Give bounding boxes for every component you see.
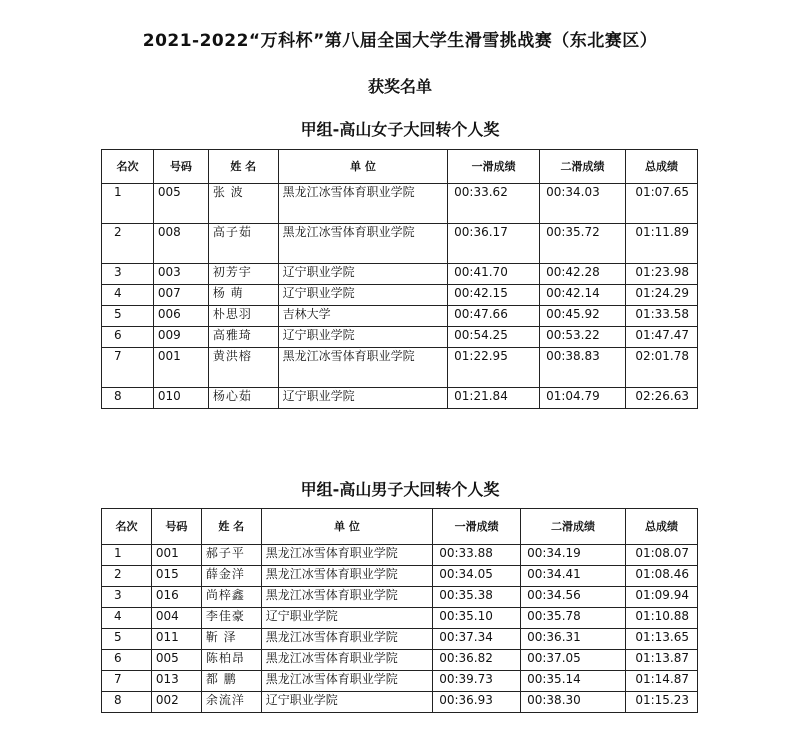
cell-name: 高雅琦 bbox=[208, 327, 278, 348]
cell-number: 008 bbox=[153, 224, 208, 264]
cell-run2: 00:35.14 bbox=[521, 671, 626, 692]
cell-total: 01:08.46 bbox=[625, 566, 697, 587]
cell-name: 杨 萌 bbox=[208, 285, 278, 306]
cell-name: 初芳宇 bbox=[208, 264, 278, 285]
cell-total: 01:07.65 bbox=[625, 184, 697, 224]
cell-name: 朴思羽 bbox=[208, 306, 278, 327]
header-run2: 二滑成绩 bbox=[521, 509, 626, 545]
women-section-title: 甲组-高山女子大回转个人奖 bbox=[300, 120, 500, 139]
table-row bbox=[102, 348, 698, 388]
header-rank: 名次 bbox=[102, 509, 152, 545]
cell-number: 004 bbox=[151, 608, 201, 629]
cell-total: 01:11.89 bbox=[625, 224, 697, 264]
header-total: 总成绩 bbox=[625, 509, 697, 545]
cell-run2: 00:42.28 bbox=[540, 264, 626, 285]
cell-rank: 7 bbox=[102, 348, 154, 388]
cell-unit: 吉林大学 bbox=[278, 306, 448, 327]
cell-rank: 3 bbox=[102, 587, 152, 608]
cell-number: 013 bbox=[151, 671, 201, 692]
header-run1: 一滑成绩 bbox=[433, 509, 521, 545]
cell-name: 薛金洋 bbox=[201, 566, 261, 587]
cell-total: 02:26.63 bbox=[625, 388, 697, 409]
cell-number: 010 bbox=[153, 388, 208, 409]
cell-run1: 00:33.88 bbox=[433, 545, 521, 566]
table-row bbox=[102, 545, 698, 566]
header-number: 号码 bbox=[153, 150, 208, 184]
table-row bbox=[102, 671, 698, 692]
cell-unit: 黑龙江冰雪体育职业学院 bbox=[278, 348, 448, 388]
cell-run1: 00:36.82 bbox=[433, 650, 521, 671]
cell-run1: 01:21.84 bbox=[448, 388, 540, 409]
cell-run1: 00:41.70 bbox=[448, 264, 540, 285]
table-row bbox=[102, 692, 698, 713]
cell-total: 01:13.87 bbox=[625, 650, 697, 671]
table-row bbox=[102, 184, 698, 224]
cell-name: 郝子平 bbox=[201, 545, 261, 566]
header-name: 姓 名 bbox=[208, 150, 278, 184]
header-number: 号码 bbox=[151, 509, 201, 545]
cell-unit: 辽宁职业学院 bbox=[278, 388, 448, 409]
cell-unit: 辽宁职业学院 bbox=[278, 327, 448, 348]
cell-total: 01:08.07 bbox=[625, 545, 697, 566]
men-results-table bbox=[101, 508, 698, 713]
cell-unit: 黑龙江冰雪体育职业学院 bbox=[261, 587, 432, 608]
cell-run1: 00:33.62 bbox=[448, 184, 540, 224]
cell-total: 01:09.94 bbox=[625, 587, 697, 608]
cell-total: 01:10.88 bbox=[625, 608, 697, 629]
cell-rank: 3 bbox=[102, 264, 154, 285]
cell-unit: 黑龙江冰雪体育职业学院 bbox=[278, 224, 448, 264]
cell-run1: 00:34.05 bbox=[433, 566, 521, 587]
cell-run1: 01:22.95 bbox=[448, 348, 540, 388]
men-section-title: 甲组-高山男子大回转个人奖 bbox=[300, 480, 500, 499]
table-row bbox=[102, 650, 698, 671]
cell-run2: 00:38.83 bbox=[540, 348, 626, 388]
cell-total: 01:13.65 bbox=[625, 629, 697, 650]
cell-total: 01:23.98 bbox=[625, 264, 697, 285]
cell-run1: 00:35.38 bbox=[433, 587, 521, 608]
table-row bbox=[102, 629, 698, 650]
cell-run2: 00:36.31 bbox=[521, 629, 626, 650]
cell-number: 006 bbox=[153, 306, 208, 327]
cell-rank: 8 bbox=[102, 692, 152, 713]
cell-name: 张 波 bbox=[208, 184, 278, 224]
cell-number: 015 bbox=[151, 566, 201, 587]
cell-run2: 00:38.30 bbox=[521, 692, 626, 713]
cell-rank: 5 bbox=[102, 306, 154, 327]
cell-rank: 5 bbox=[102, 629, 152, 650]
cell-run1: 00:37.34 bbox=[433, 629, 521, 650]
cell-number: 005 bbox=[151, 650, 201, 671]
cell-number: 002 bbox=[151, 692, 201, 713]
cell-rank: 1 bbox=[102, 545, 152, 566]
cell-rank: 8 bbox=[102, 388, 154, 409]
table-header-row bbox=[102, 150, 698, 184]
cell-name: 余流洋 bbox=[201, 692, 261, 713]
cell-run2: 00:34.03 bbox=[540, 184, 626, 224]
table-row bbox=[102, 327, 698, 348]
table-row bbox=[102, 285, 698, 306]
cell-run1: 00:42.15 bbox=[448, 285, 540, 306]
cell-unit: 辽宁职业学院 bbox=[261, 692, 432, 713]
cell-unit: 黑龙江冰雪体育职业学院 bbox=[261, 566, 432, 587]
table-row bbox=[102, 566, 698, 587]
cell-rank: 4 bbox=[102, 285, 154, 306]
cell-run1: 00:47.66 bbox=[448, 306, 540, 327]
document-title: 2021-2022“万科杯”第八届全国大学生滑雪挑战赛（东北赛区） bbox=[142, 31, 658, 51]
cell-total: 01:33.58 bbox=[625, 306, 697, 327]
cell-number: 007 bbox=[153, 285, 208, 306]
cell-run2: 00:42.14 bbox=[540, 285, 626, 306]
women-results-table bbox=[101, 149, 698, 409]
cell-total: 01:24.29 bbox=[625, 285, 697, 306]
cell-run1: 00:36.17 bbox=[448, 224, 540, 264]
cell-unit: 黑龙江冰雪体育职业学院 bbox=[261, 629, 432, 650]
cell-name: 尚梓鑫 bbox=[201, 587, 261, 608]
cell-rank: 4 bbox=[102, 608, 152, 629]
cell-unit: 黑龙江冰雪体育职业学院 bbox=[261, 545, 432, 566]
cell-run1: 00:54.25 bbox=[448, 327, 540, 348]
header-rank: 名次 bbox=[102, 150, 154, 184]
cell-total: 01:15.23 bbox=[625, 692, 697, 713]
cell-unit: 黑龙江冰雪体育职业学院 bbox=[278, 184, 448, 224]
cell-name: 陈柏昂 bbox=[201, 650, 261, 671]
cell-number: 005 bbox=[153, 184, 208, 224]
cell-name: 靳 泽 bbox=[201, 629, 261, 650]
table-row bbox=[102, 587, 698, 608]
document-subtitle: 获奖名单 bbox=[367, 77, 432, 96]
cell-run1: 00:36.93 bbox=[433, 692, 521, 713]
cell-name: 李佳豪 bbox=[201, 608, 261, 629]
cell-run2: 00:34.19 bbox=[521, 545, 626, 566]
cell-total: 01:47.47 bbox=[625, 327, 697, 348]
cell-run2: 00:45.92 bbox=[540, 306, 626, 327]
cell-number: 011 bbox=[151, 629, 201, 650]
cell-run2: 00:34.56 bbox=[521, 587, 626, 608]
cell-name: 高子茹 bbox=[208, 224, 278, 264]
cell-number: 016 bbox=[151, 587, 201, 608]
cell-unit: 辽宁职业学院 bbox=[261, 608, 432, 629]
cell-run2: 01:04.79 bbox=[540, 388, 626, 409]
table-row bbox=[102, 388, 698, 409]
table-row bbox=[102, 608, 698, 629]
cell-total: 02:01.78 bbox=[625, 348, 697, 388]
cell-number: 001 bbox=[151, 545, 201, 566]
cell-unit: 黑龙江冰雪体育职业学院 bbox=[261, 671, 432, 692]
cell-total: 01:14.87 bbox=[625, 671, 697, 692]
header-total: 总成绩 bbox=[625, 150, 697, 184]
cell-unit: 辽宁职业学院 bbox=[278, 264, 448, 285]
header-unit: 单 位 bbox=[278, 150, 448, 184]
header-unit: 单 位 bbox=[261, 509, 432, 545]
cell-rank: 2 bbox=[102, 566, 152, 587]
cell-run2: 00:53.22 bbox=[540, 327, 626, 348]
cell-name: 都 鹏 bbox=[201, 671, 261, 692]
cell-rank: 2 bbox=[102, 224, 154, 264]
header-name: 姓 名 bbox=[201, 509, 261, 545]
cell-run1: 00:39.73 bbox=[433, 671, 521, 692]
cell-unit: 黑龙江冰雪体育职业学院 bbox=[261, 650, 432, 671]
cell-rank: 7 bbox=[102, 671, 152, 692]
table-row bbox=[102, 224, 698, 264]
table-row bbox=[102, 264, 698, 285]
table-header-row bbox=[102, 509, 698, 545]
cell-run2: 00:35.72 bbox=[540, 224, 626, 264]
cell-run2: 00:34.41 bbox=[521, 566, 626, 587]
cell-run2: 00:37.05 bbox=[521, 650, 626, 671]
cell-name: 杨心茹 bbox=[208, 388, 278, 409]
cell-name: 黄洪榕 bbox=[208, 348, 278, 388]
table-row bbox=[102, 306, 698, 327]
cell-number: 003 bbox=[153, 264, 208, 285]
cell-unit: 辽宁职业学院 bbox=[278, 285, 448, 306]
cell-rank: 6 bbox=[102, 650, 152, 671]
cell-rank: 1 bbox=[102, 184, 154, 224]
header-run1: 一滑成绩 bbox=[448, 150, 540, 184]
cell-run2: 00:35.78 bbox=[521, 608, 626, 629]
cell-number: 001 bbox=[153, 348, 208, 388]
cell-run1: 00:35.10 bbox=[433, 608, 521, 629]
cell-number: 009 bbox=[153, 327, 208, 348]
cell-rank: 6 bbox=[102, 327, 154, 348]
header-run2: 二滑成绩 bbox=[540, 150, 626, 184]
